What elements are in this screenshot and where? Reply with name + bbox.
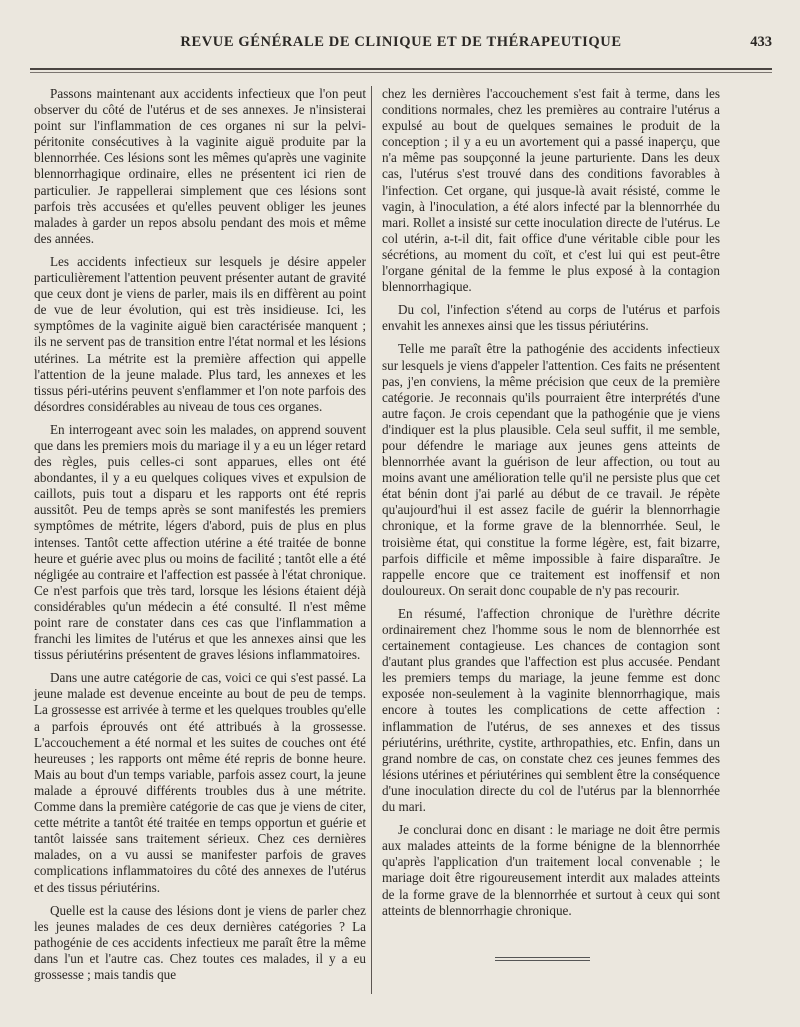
right-column	[382, 86, 720, 926]
paragraph: Les accidents infectieux sur lesquels je désire appeler particulièrement l'attention peuvent présenter autant de gravité que ceux dont je viens de parler, mais ils en diffèrent au point de vue de leur évolution, qui est très insidieuse. Ici, les symptômes de la vaginite aiguë bien caractérisée manquent ; ils ne servent pas de transition entre l'état normal et les lésions utérines. La métrite est la première affection qui appelle l'attention de la jeune malade. Plus tard, les annexes et les tissus péri-utérins peuvent s'enflammer et l'on note parfois des désordres considérables au niveau de tous ces organes.	[34, 253, 366, 414]
paragraph: Dans une autre catégorie de cas, voici ce qui s'est passé. La jeune malade est devenue enceinte au bout de peu de temps. La grossesse est arrivée à terme et les quelques troubles qu'elle a parfois éprouvés ont été attribués à la grossesse. L'accouchement a été normal et les suites de couches ont été heureuses ; les rapports ont même été repris de bonne heure. Mais au bout d'un temps variable, parfois assez court, la jeune malade a éprouvé différents troubles dus à une métrite. Comme dans la première catégorie de cas que je viens de citer, cette métrite a tantôt été traitée en temps opportun et guérie et tantôt laissée sans traitement sérieux. Chez ces dernières malades, on a vu aussi se manifester parfois de graves complications inflammatoires du côté des annexes de l'utérus et des tissus périutérins.	[34, 670, 366, 895]
end-ornament-rule	[495, 957, 590, 963]
paragraph: Telle me paraît être la pathogénie des accidents infectieux sur lesquels je viens d'appeler l'attention. Ces faits ne présentent pas, j'en conviens, la même précision que ceux de la première catégorie. Je reconnais qu'ils pourraient être interprétés d'une autre façon. Je crois cependant que la pathogénie que je viens d'indiquer est la plus plausible. Cela seul suffit, il me semble, pour défendre le mariage aux jeunes gens atteints de blennorrhée avant la guérison de leur affection, ou tout au moins avant une amélioration telle qu'il ne persiste plus que cet état bénin dont j'ai parlé au début de ce travail. Je répète qu'aujourd'hui il est assez facile de guérir la blennorrhagie chronique, et la forme grave de la blennorrhée. Seul, le troisième état, qui constitue la forme légère, est, fait bizarre, parfois difficile et même impossible à faire disparaître. Je rappelle encore que ce traitement est inoffensif et non douloureux. On serait donc coupable de n'y pas recourir.	[382, 341, 721, 598]
paragraph: Du col, l'infection s'étend au corps de l'utérus et parfois envahit les annexes ainsi que les tissus périutérins.	[382, 302, 720, 334]
paragraph: chez les dernières l'accouchement s'est fait à terme, dans les conditions normales, chez les premières au contraire l'utérus a expulsé au bout de quelques semaines le produit de la conception ; il y a eu un avortement qui a passé inaperçu, que n'a même pas soupçonné la jeune parturiente. Dans les deux cas, l'utérus s'est trouvé dans des conditions favorables à l'infection. Cet organe, qui jusque-là avait résisté, comme le vagin, à l'inoculation, a été alors infecté par la blennorrhée du mari. Rollet a insisté sur cette inoculation directe de l'utérus. Le col utérin, a-t-il dit, fait office d'une véritable cible pour les sécrétions, au moment du coït, et c'est lui qui est peut-être l'organe génital de la femme le plus exposé à la contagion blennorrhagique.	[382, 86, 720, 295]
left-column	[34, 86, 366, 990]
paragraph: Quelle est la cause des lésions dont je viens de parler chez les jeunes malades de ces deux dernières catégories ? La pathogénie de ces accidents infectieux me paraît être la même dans l'un et l'autre cas. Chez toutes ces malades, il y a eu grossesse ; mais tandis que	[34, 902, 366, 982]
paragraph: Passons maintenant aux accidents infectieux que l'on peut observer du côté de l'utérus et de ses annexes. Je n'insisterai point sur l'inflammation de ces organes ni sur la pelvi-péritonite consécutives à la vaginite aiguë produite par la blennorrhée. Ces lésions sont les mêmes qu'après une vaginite blennorrhagique ordinaire, elles ne présentent ici rien de particulier. Je rappellerai simplement que ces lésions sont parfois très accusées et qu'elles peuvent obliger les jeunes malades à garder un repos absolu pendant des mois et même des années.	[34, 86, 366, 246]
column-divider	[371, 86, 372, 994]
header-rule-thin	[30, 72, 772, 73]
paragraph: Je conclurai donc en disant : le mariage ne doit être permis aux malades atteints de la forme bénigne de la blennorrhée qu'après l'application d'un traitement local convenable ; le mariage doit être rigoureusement interdit aux malades atteints de la forme grave de la blennorrhée et surtout à ceux qui sont atteints de blennorrhagie chronique.	[382, 822, 720, 918]
paragraph: En résumé, l'affection chronique de l'urèthre décrite ordinairement chez l'homme sous le nom de blennorrhée est certainement contagieuse. Les chances de contagion sont d'autant plus grandes que l'affection est plus accusée. Pendant les premiers temps du mariage, la jeune femme est donc exposée non-seulement à la vaginite blennorrhagique, mais encore à toutes les complications de cette affection : inflammation de l'utérus, de ses annexes et des tissus périutérins, uréthrite, cystite, arthropathies, etc. Enfin, dans un grand nombre de cas, on constate chez ces jeunes femmes des lésions utérines et périutérines qui semblent être la conséquence d'une inoculation directe du col de l'utérus par la blennorrhée du mari.	[382, 605, 720, 815]
page-header	[30, 34, 772, 56]
page-number: 433	[750, 34, 772, 50]
header-rule	[30, 68, 772, 70]
paragraph: En interrogeant avec soin les malades, on apprend souvent que dans les premiers mois du mariage il y a eu un léger retard des règles, puis celles-ci sont apparues, elles ont été abondantes, il y a eu quelques coliques vives et expulsion de caillots, puis tout a disparu et les rapports ont été repris aussitôt. Peu de temps après se sont manifestés les premiers symptômes de métrite, légers d'abord, puis de plus en plus intenses. Tantôt cette affection utérine a été traitée de bonne heure et guérie avec plus ou moins de facilité ; tantôt elle a été négligée au contraire et l'affection est passée à l'état chronique. Ce n'est parfois que très tard, lorsque les lésions étaient déjà considérables qu'un médecin a été consulté. Il n'est même point rare de constater dans ces cas que l'inflammation a franchi les limites de l'utérus et que les annexes ainsi que les tissus périutérins présentent de graves lésions inflammatoires.	[34, 421, 366, 663]
running-title: REVUE GÉNÉRALE DE CLINIQUE ET DE THÉRAPEUTIQUE	[180, 34, 622, 50]
